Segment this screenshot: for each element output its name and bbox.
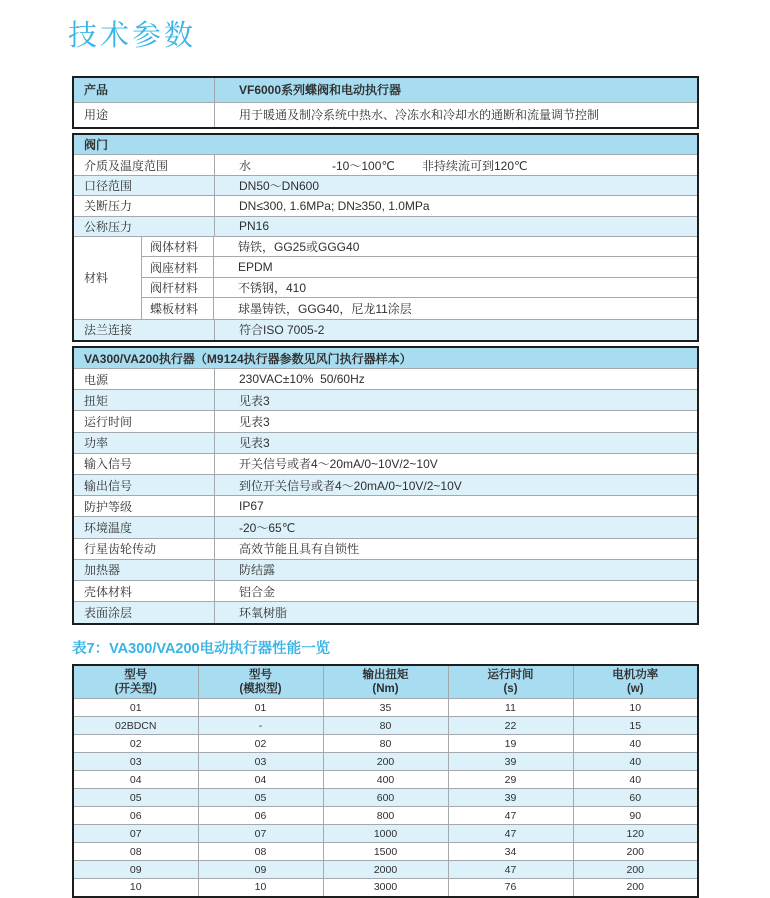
header-line-1: 输出扭矩 — [362, 669, 409, 682]
table-cell: 35 — [323, 699, 448, 717]
header-cell — [448, 665, 573, 699]
table-cell: 04 — [198, 771, 323, 789]
table-cell: 90 — [573, 807, 698, 825]
table-cell: 47 — [448, 825, 573, 843]
spec-row — [74, 411, 697, 432]
header-line-1: 电机功率 — [612, 669, 659, 682]
table-cell: 47 — [448, 807, 573, 825]
row-value: -20～65℃ — [239, 521, 296, 535]
row-value: 高效节能且具有自锁性 — [239, 542, 360, 557]
section-header-label: VA300/VA200执行器（M9124执行器参数见风门执行器样本） — [84, 351, 412, 366]
spec-row — [74, 369, 697, 390]
table-cell: 11 — [448, 699, 573, 717]
row-value: 符合ISO 7005-2 — [239, 323, 325, 338]
header-cell — [198, 665, 323, 699]
table-cell: 34 — [448, 843, 573, 861]
table-cell: 06 — [73, 807, 198, 825]
table-cell: 06 — [198, 807, 323, 825]
row-label: 介质及温度范围 — [74, 155, 215, 174]
row-label: 环境温度 — [74, 517, 215, 537]
row-value — [215, 155, 697, 174]
table-cell: 1500 — [323, 843, 448, 861]
table-cell: 40 — [573, 735, 698, 753]
spec-row — [74, 560, 697, 581]
table-cell: 200 — [573, 879, 698, 897]
row-label: 输出信号 — [74, 475, 215, 495]
table-cell: 08 — [198, 843, 323, 861]
row-value: 到位开关信号或者4～20mA/0~10V/2~10V — [239, 478, 462, 493]
table-cell: 01 — [73, 699, 198, 717]
table-cell: 15 — [573, 717, 698, 735]
page-title: 技术参数 — [68, 20, 197, 52]
table-cell: 200 — [573, 843, 698, 861]
table-cell: 80 — [323, 717, 448, 735]
table-cell: 600 — [323, 789, 448, 807]
spec-row — [74, 433, 697, 454]
row-value: 见表3 — [239, 393, 270, 408]
table-cell: 40 — [573, 753, 698, 771]
row-label: 产品 — [74, 78, 215, 102]
table-cell: 05 — [73, 789, 198, 807]
table-cell: 76 — [448, 879, 573, 897]
table-cell: 19 — [448, 735, 573, 753]
group-label: 材料 — [74, 237, 142, 319]
table-cell: 60 — [573, 789, 698, 807]
table-cell: 03 — [73, 753, 198, 771]
table-cell: - — [198, 717, 323, 735]
spec-block — [72, 133, 699, 342]
section-header-label: 阀门 — [84, 138, 109, 153]
spec-row — [74, 517, 697, 538]
table-cell: 47 — [448, 861, 573, 879]
row-label: 关断压力 — [74, 196, 215, 215]
header-cell — [573, 665, 698, 699]
row-value: PN16 — [239, 219, 270, 234]
spec-table — [68, 76, 770, 625]
row-label: 功率 — [74, 433, 215, 453]
table-row — [73, 861, 698, 879]
row-sublabel: 蝶板材料 — [142, 298, 214, 318]
row-value: 开关信号或者4～20mA/0~10V/2~10V — [239, 457, 438, 472]
row-label: 壳体材料 — [74, 581, 215, 601]
row-label: 行星齿轮传动 — [74, 539, 215, 559]
performance-table — [72, 664, 699, 898]
group-rows — [142, 237, 697, 319]
table-row — [73, 825, 698, 843]
header-line-1: 型号 — [124, 669, 148, 682]
row-value: 环氧树脂 — [239, 606, 288, 621]
table-cell: 80 — [323, 735, 448, 753]
table-cell: 1000 — [323, 825, 448, 843]
row-label: 电源 — [74, 369, 215, 389]
table-cell: 09 — [73, 861, 198, 879]
table-cell: 120 — [573, 825, 698, 843]
performance-table-title: 表7：VA300/VA200电动执行器性能一览 — [72, 641, 331, 658]
row-sublabel: 阀座材料 — [142, 257, 214, 276]
table-cell: 10 — [73, 879, 198, 897]
header-line-2: (Nm) — [372, 683, 399, 696]
row-value: 用于暖通及制冷系统中热水、冷冻水和冷却水的通断和流量调节控制 — [239, 108, 600, 123]
table-row — [73, 699, 698, 717]
table-cell: 02 — [198, 735, 323, 753]
row-value: DN50～DN600 — [239, 178, 320, 193]
spec-row — [74, 454, 697, 475]
row-value: VF6000系列蝶阀和电动执行器 — [239, 83, 402, 98]
header-cell — [323, 665, 448, 699]
row-value: 230VAC±10% 50/60Hz — [239, 372, 365, 387]
row-label: 加热器 — [74, 560, 215, 580]
table-row — [73, 753, 698, 771]
row-value: 见表3 — [239, 436, 270, 451]
table-cell: 02BDCN — [73, 717, 198, 735]
row-value: DN≤300, 1.6MPa; DN≥350, 1.0MPa — [239, 198, 430, 213]
value-segment: 非持续流可到120℃ — [422, 158, 528, 173]
spec-row — [74, 581, 697, 602]
spec-block — [72, 76, 699, 129]
table-cell: 10 — [198, 879, 323, 897]
header-line-1: 运行时间 — [487, 669, 534, 682]
table-cell: 04 — [73, 771, 198, 789]
header-line-2: (w) — [626, 683, 644, 696]
table-cell: 01 — [198, 699, 323, 717]
table-cell: 39 — [448, 753, 573, 771]
spec-sub-row — [142, 237, 697, 257]
table-cell: 29 — [448, 771, 573, 789]
row-value: 不锈钢，410 — [238, 280, 307, 295]
spec-group-row — [74, 237, 697, 320]
row-label: 防护等级 — [74, 496, 215, 516]
table-cell: 03 — [198, 753, 323, 771]
row-value: IP67 — [239, 499, 264, 514]
table-cell: 400 — [323, 771, 448, 789]
table-cell: 07 — [73, 825, 198, 843]
spec-row — [74, 176, 697, 196]
row-sublabel: 阀杆材料 — [142, 278, 214, 297]
table-cell: 09 — [198, 861, 323, 879]
table-cell: 200 — [323, 753, 448, 771]
table-row — [73, 771, 698, 789]
value-segment: -10～100℃ — [332, 158, 395, 173]
table-row — [73, 879, 698, 897]
performance-header-row — [73, 665, 698, 699]
spec-row — [74, 320, 697, 340]
row-value: 铝合金 — [239, 584, 276, 599]
spec-row — [74, 539, 697, 560]
table-cell: 800 — [323, 807, 448, 825]
spec-row — [74, 496, 697, 517]
row-label: 口径范围 — [74, 176, 215, 195]
row-value: 球墨铸铁，GGG40，尼龙11涂层 — [238, 301, 412, 316]
row-value: 见表3 — [239, 415, 270, 430]
row-label: 运行时间 — [74, 411, 215, 431]
header-line-2: (开关型) — [114, 683, 157, 696]
table-cell: 40 — [573, 771, 698, 789]
spec-row — [74, 390, 697, 411]
row-sublabel: 阀体材料 — [142, 237, 214, 256]
spec-row — [74, 196, 697, 216]
row-value: EPDM — [238, 260, 273, 275]
table-cell: 3000 — [323, 879, 448, 897]
row-label: 用途 — [74, 103, 215, 128]
table-row — [73, 717, 698, 735]
table-cell: 07 — [198, 825, 323, 843]
table-cell: 02 — [73, 735, 198, 753]
performance-table-head — [73, 665, 698, 699]
spec-row — [74, 217, 697, 237]
header-line-2: (s) — [503, 683, 518, 696]
table-cell: 39 — [448, 789, 573, 807]
table-cell: 10 — [573, 699, 698, 717]
table-row — [73, 807, 698, 825]
spec-row — [74, 103, 697, 128]
spec-row — [74, 602, 697, 623]
spec-section-row — [74, 135, 697, 155]
spec-sub-row — [142, 257, 697, 277]
table-cell: 200 — [573, 861, 698, 879]
table-row — [73, 789, 698, 807]
row-value: 防结露 — [239, 563, 276, 578]
performance-table-body — [73, 699, 698, 897]
table-cell: 05 — [198, 789, 323, 807]
spec-row — [74, 475, 697, 496]
header-cell — [73, 665, 198, 699]
spec-block — [72, 346, 699, 625]
spec-row — [74, 155, 697, 175]
spec-section-row — [74, 348, 697, 369]
row-label: 法兰连接 — [74, 320, 215, 340]
row-label: 表面涂层 — [74, 602, 215, 623]
table-cell: 22 — [448, 717, 573, 735]
header-line-1: 型号 — [249, 669, 272, 682]
spec-row — [74, 78, 697, 103]
table-row — [73, 735, 698, 753]
value-segment: 水 — [239, 158, 252, 173]
row-label: 输入信号 — [74, 454, 215, 474]
spec-sub-row — [142, 278, 697, 298]
table-row — [73, 843, 698, 861]
spec-sub-row — [142, 298, 697, 318]
row-label: 公称压力 — [74, 217, 215, 236]
table-cell: 08 — [73, 843, 198, 861]
table-cell: 2000 — [323, 861, 448, 879]
header-line-2: (模拟型) — [239, 683, 282, 696]
row-value: 铸铁，GG25或GGG40 — [238, 240, 360, 255]
row-label: 扭矩 — [74, 390, 215, 410]
